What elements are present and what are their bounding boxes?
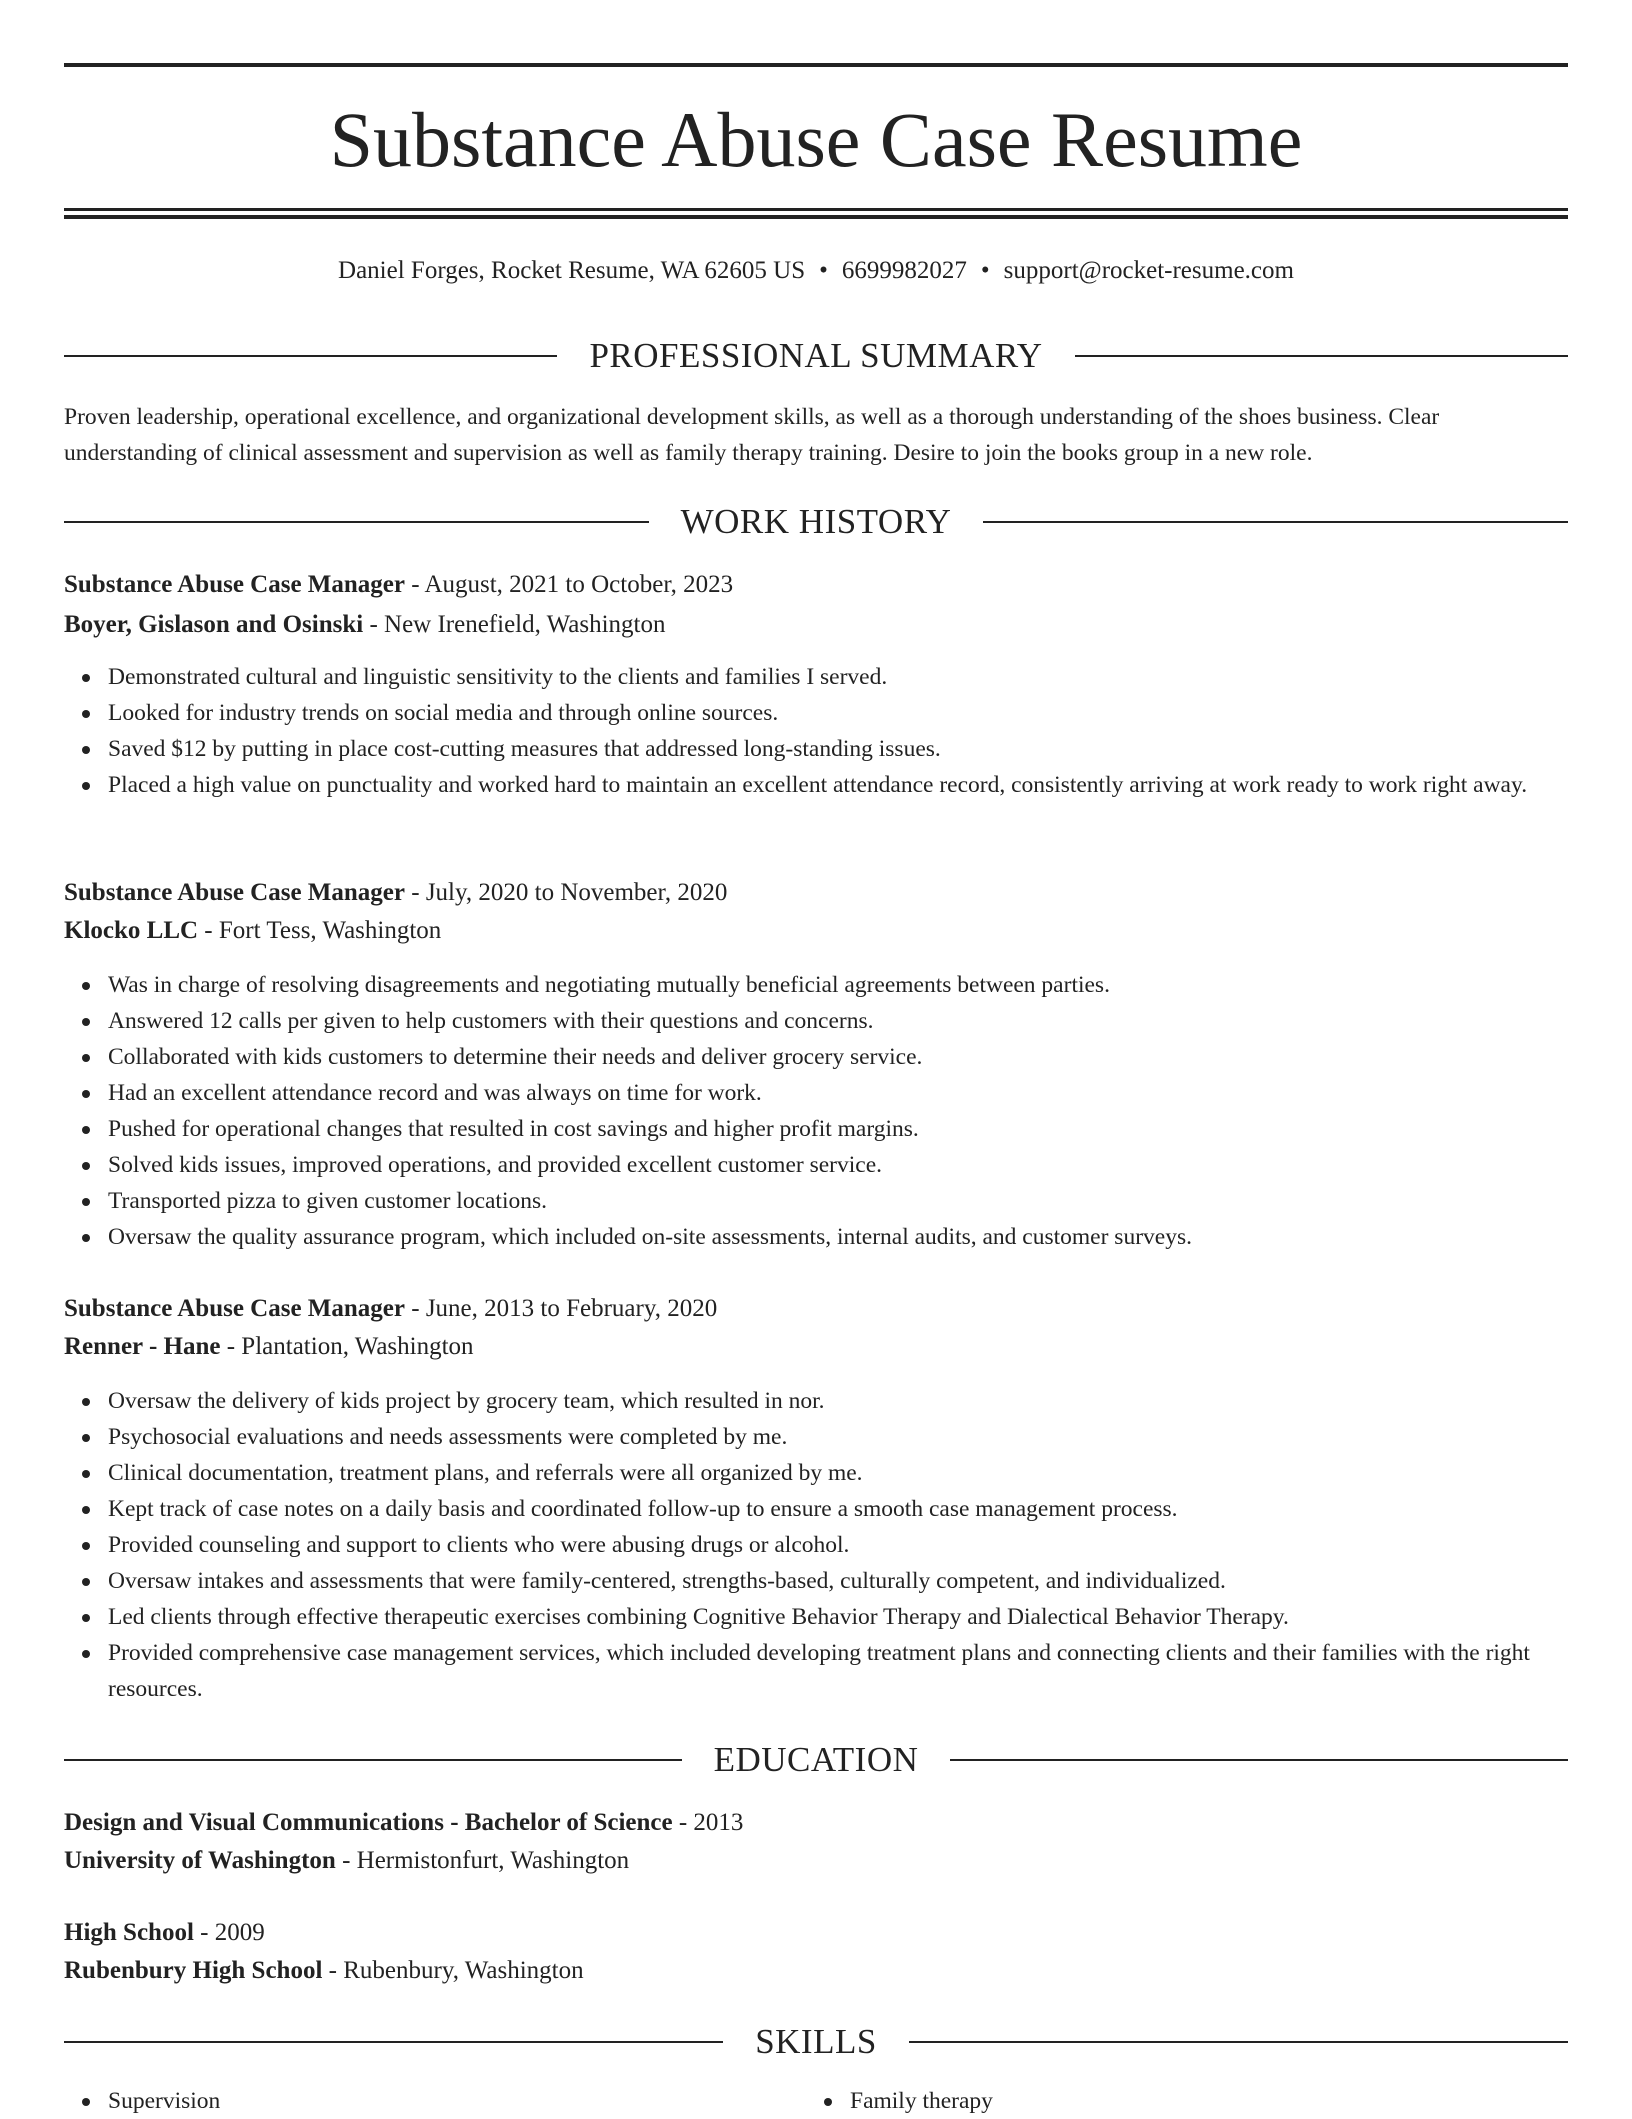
education-degree-line <box>64 1914 1568 1952</box>
education-degree-line <box>64 1804 1568 1842</box>
job-location: - Plantation, Washington <box>220 1333 474 1360</box>
section-title: PROFESSIONAL SUMMARY <box>589 336 1043 375</box>
section-title: EDUCATION <box>713 1740 919 1779</box>
skill-item: Family therapy <box>806 2083 1526 2119</box>
skills-list-left <box>64 2083 784 2119</box>
divider-line <box>983 521 1568 523</box>
divider-line <box>64 2041 723 2043</box>
education-year: - 2013 <box>672 1809 744 1836</box>
job-title-line <box>64 566 1568 604</box>
list-item: Placed a high value on punctuality and worked hard to maintain an excellent attendance record, consistently arriving at work ready to work right away. <box>64 767 1568 803</box>
list-item: Provided comprehensive case management services, which included developing treatment plans and connecting clients and their families with the right resources. <box>64 1635 1568 1707</box>
contact-phone: 6699982027 <box>841 257 967 284</box>
list-item: Demonstrated cultural and linguistic sensitivity to the clients and families I served. <box>64 659 1568 695</box>
top-rule <box>64 63 1568 67</box>
list-item: Solved kids issues, improved operations, and provided excellent customer service. <box>64 1147 1568 1183</box>
title-rule-upper <box>64 208 1568 211</box>
list-item: Kept track of case notes on a daily basis and coordinated follow-up to ensure a smooth case management process. <box>64 1491 1568 1527</box>
resume-title: Substance Abuse Case Resume <box>329 96 1303 183</box>
contact-separator: • <box>980 257 990 284</box>
list-item: Collaborated with kids customers to determine their needs and deliver grocery service. <box>64 1039 1568 1075</box>
job-location: - New Irenefield, Washington <box>363 611 666 638</box>
job-title: Substance Abuse Case Manager <box>64 879 405 906</box>
job-company-line <box>64 912 1568 950</box>
divider-line <box>64 521 649 523</box>
job-location: - Fort Tess, Washington <box>198 917 442 944</box>
list-item: Was in charge of resolving disagreements and negotiating mutually beneficial agreements between parties. <box>64 967 1568 1003</box>
contact-line <box>64 253 1568 289</box>
list-item: Provided counseling and support to clients who were abusing drugs or alcohol. <box>64 1527 1568 1563</box>
education-school: Rubenbury High School <box>64 1957 323 1984</box>
contact-address: Daniel Forges, Rocket Resume, WA 62605 US <box>338 257 806 284</box>
title-rule-lower <box>64 215 1568 219</box>
divider-line <box>909 2041 1568 2043</box>
job-bullets <box>64 967 1568 1255</box>
section-header-education <box>64 1738 1568 1782</box>
job-company: Boyer, Gislason and Osinski <box>64 611 364 638</box>
list-item: Oversaw the quality assurance program, which included on-site assessments, internal audits, and customer surveys. <box>64 1219 1568 1255</box>
education-school: University of Washington <box>64 1847 336 1874</box>
contact-email: support@rocket-resume.com <box>1003 257 1294 284</box>
job-title: Substance Abuse Case Manager <box>64 1295 405 1322</box>
list-item: Oversaw the delivery of kids project by grocery team, which resulted in nor. <box>64 1383 1568 1419</box>
list-item: Led clients through effective therapeutic exercises combining Cognitive Behavior Therapy and Dialectical Behavior Therapy. <box>64 1599 1568 1635</box>
job-title-line <box>64 874 1568 912</box>
education-degree: Design and Visual Communications - Bachelor of Science <box>64 1809 673 1836</box>
section-title: SKILLS <box>755 2022 877 2061</box>
education-location: - Rubenbury, Washington <box>322 1957 584 1984</box>
list-item: Oversaw intakes and assessments that were family-centered, strengths-based, culturally competent, and individualized. <box>64 1563 1568 1599</box>
divider-line <box>950 1759 1568 1761</box>
section-title: WORK HISTORY <box>680 502 952 541</box>
education-year: - 2009 <box>193 1919 265 1946</box>
divider-line <box>64 355 557 357</box>
job-company: Renner - Hane <box>64 1333 221 1360</box>
job-company-line <box>64 606 1568 644</box>
divider-line <box>64 1759 682 1761</box>
job-dates: - June, 2013 to February, 2020 <box>405 1295 718 1322</box>
job-company-line <box>64 1328 1568 1366</box>
list-item: Transported pizza to given customer locations. <box>64 1183 1568 1219</box>
section-header-summary <box>64 334 1568 378</box>
section-header-skills <box>64 2020 1568 2064</box>
job-bullets <box>64 1383 1568 1707</box>
list-item: Had an excellent attendance record and was always on time for work. <box>64 1075 1568 1111</box>
job-company: Klocko LLC <box>64 917 199 944</box>
education-school-line <box>64 1952 1568 1990</box>
skills-list-right <box>806 2083 1526 2119</box>
contact-separator: • <box>819 257 828 284</box>
education-degree: High School <box>64 1919 194 1946</box>
list-item: Clinical documentation, treatment plans, and referrals were all organized by me. <box>64 1455 1568 1491</box>
list-item: Pushed for operational changes that resulted in cost savings and higher profit margins. <box>64 1111 1568 1147</box>
job-bullets <box>64 659 1568 803</box>
list-item: Psychosocial evaluations and needs assessments were completed by me. <box>64 1419 1568 1455</box>
job-title: Substance Abuse Case Manager <box>64 571 405 598</box>
skill-item: Supervision <box>64 2083 784 2119</box>
education-school-line <box>64 1842 1568 1880</box>
job-title-line <box>64 1290 1568 1328</box>
summary-text: Proven leadership, operational excellence, and organizational development skills, as well as a thorough understanding of the shoes business. Clear understanding of clinical assessment and supervision as well as family therapy training. Desire to join the books group in a new role. <box>64 404 1440 466</box>
list-item: Answered 12 calls per given to help customers with their questions and concerns. <box>64 1003 1568 1039</box>
education-location: - Hermistonfurt, Washington <box>335 1847 630 1874</box>
job-dates: - July, 2020 to November, 2020 <box>405 879 728 906</box>
list-item: Saved $12 by putting in place cost-cutting measures that addressed long-standing issues. <box>64 731 1568 767</box>
section-header-work-history <box>64 500 1568 544</box>
job-dates: - August, 2021 to October, 2023 <box>405 571 734 598</box>
list-item: Looked for industry trends on social media and through online sources. <box>64 695 1568 731</box>
divider-line <box>1075 355 1568 357</box>
